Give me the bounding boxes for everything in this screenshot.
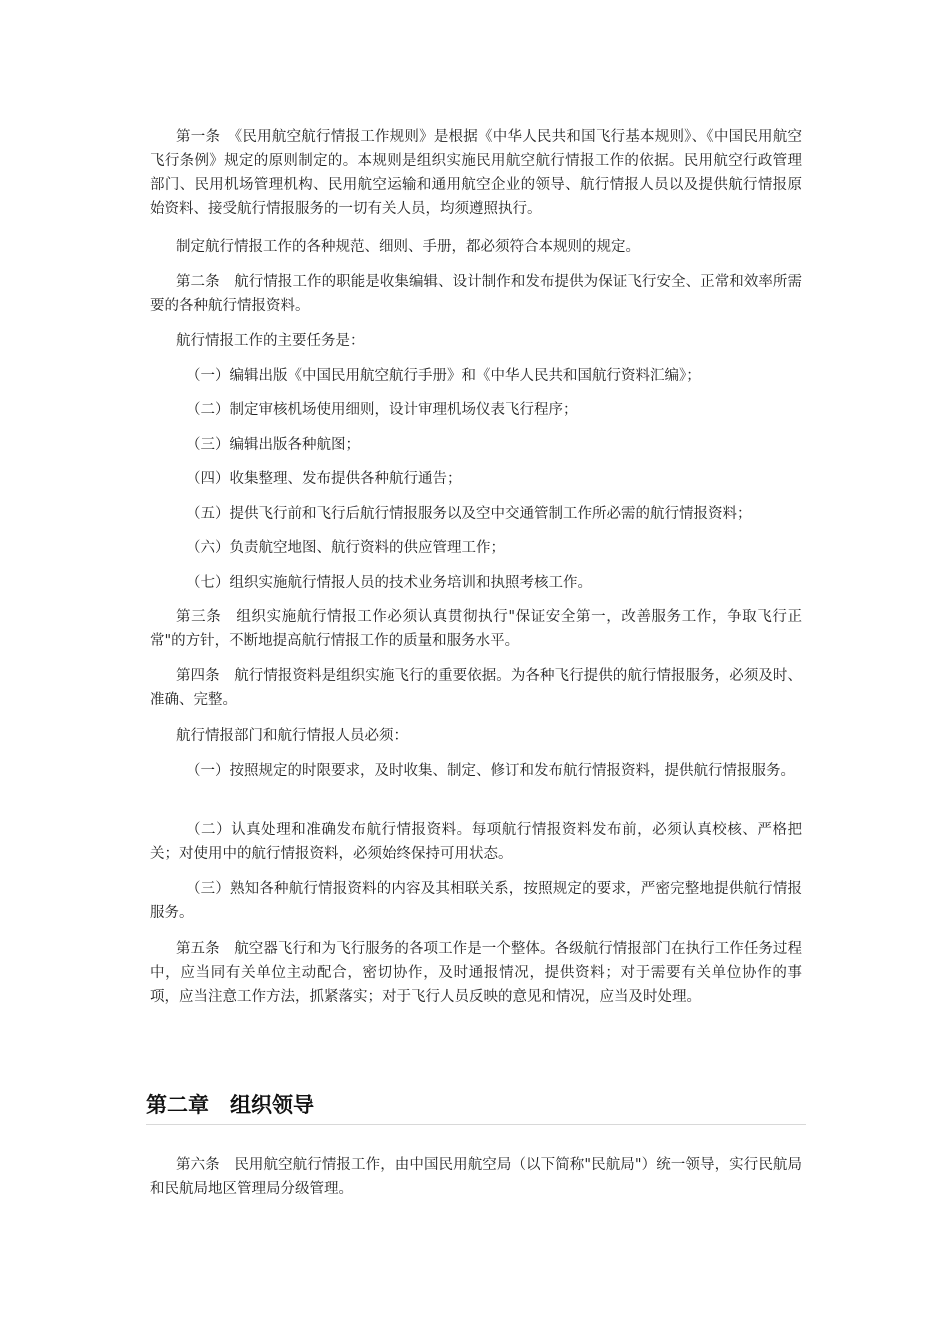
requirement-item-3: （三）熟知各种航行情报资料的内容及其相联关系，按照规定的要求，严密完整地提供航行情报服务。 xyxy=(150,881,802,921)
article-4-paragraph: 第四条 航行情报资料是组织实施飞行的重要依据。为各种飞行提供的航行情报服务，必须及时、准确、完整。 xyxy=(150,668,802,708)
task-item-4: （四）收集整理、发布提供各种航行通告； xyxy=(186,471,462,487)
requirements-intro: 航行情报部门和航行情报人员必须： xyxy=(176,728,408,744)
article-1-note: 制定航行情报工作的各种规范、细则、手册，都必须符合本规则的规定。 xyxy=(176,239,640,255)
task-item-5: （五）提供飞行前和飞行后航行情报服务以及空中交通管制工作所必需的航行情报资料； xyxy=(186,506,752,522)
chapter-divider xyxy=(146,1124,806,1125)
requirement-item-2: （二）认真处理和准确发布航行情报资料。每项航行情报资料发布前，必须认真校核、严格把关；对使用中的航行情报资料，必须始终保持可用状态。 xyxy=(150,822,802,862)
article-3-paragraph: 第三条 组织实施航行情报工作必须认真贯彻执行"保证安全第一，改善服务工作，争取飞行正常"的方针，不断地提高航行情报工作的质量和服务水平。 xyxy=(150,609,802,649)
task-item-3: （三）编辑出版各种航图； xyxy=(186,437,360,453)
task-item-1: （一）编辑出版《中国民用航空航行手册》和《中华人民共和国航行资料汇编》； xyxy=(186,368,701,384)
requirement-item-1: （一）按照规定的时限要求，及时收集、制定、修订和发布航行情报资料，提供航行情报服务。 xyxy=(186,763,795,779)
article-1-paragraph: 第一条 《民用航空航行情报工作规则》是根据《中华人民共和国飞行基本规则》、《中国民用航空飞行条例》规定的原则制定的。本规则是组织实施民用航空航行情报工作的依据。民用航空行政管理部门、民用机场管理机构、民用航空运输和通用航空企业的领导、航行情报人员以及提供航行情报原始资料、接受航行情报服务的一切有关人员，均须遵照执行。 xyxy=(150,129,802,217)
main-tasks-intro: 航行情报工作的主要任务是： xyxy=(176,333,365,349)
task-item-7: （七）组织实施航行情报人员的技术业务培训和执照考核工作。 xyxy=(186,575,592,591)
article-6-paragraph: 第六条 民用航空航行情报工作，由中国民用航空局（以下简称"民航局"）统一领导，实行民航局和民航局地区管理局分级管理。 xyxy=(150,1157,802,1197)
task-item-2: （二）制定审核机场使用细则，设计审理机场仪表飞行程序； xyxy=(186,402,578,418)
task-item-6: （六）负责航空地图、航行资料的供应管理工作； xyxy=(186,540,505,556)
article-2-paragraph: 第二条 航行情报工作的职能是收集编辑、设计制作和发布提供为保证飞行安全、正常和效率所需要的各种航行情报资料。 xyxy=(150,274,802,314)
chapter-2-heading: 第二章 组织领导 xyxy=(146,1093,314,1117)
article-5-paragraph: 第五条 航空器飞行和为飞行服务的各项工作是一个整体。各级航行情报部门在执行工作任务过程中，应当同有关单位主动配合，密切协作，及时通报情况，提供资料；对于需要有关单位协作的事项，应当注意工作方法，抓紧落实；对于飞行人员反映的意见和情况，应当及时处理。 xyxy=(150,941,802,1005)
